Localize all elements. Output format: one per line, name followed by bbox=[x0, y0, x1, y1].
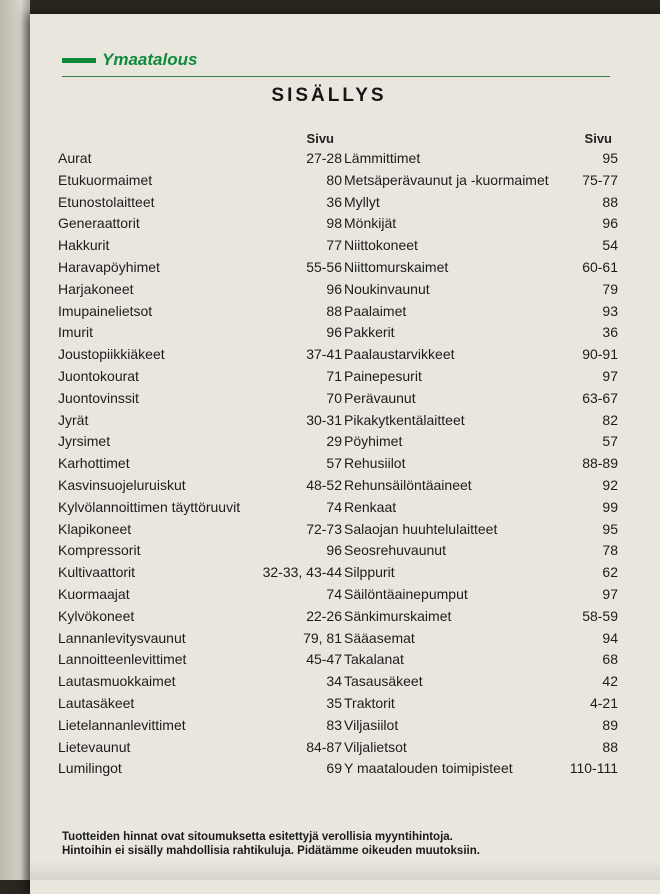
toc-entry-title: Niittokoneet bbox=[344, 237, 418, 254]
toc-entry bbox=[344, 410, 622, 432]
toc-entry-pages: 74 bbox=[326, 498, 342, 515]
toc-entry-title: Metsäperävaunut ja -kuormaimet bbox=[344, 171, 549, 188]
toc-entry-pages: 48-52 bbox=[306, 476, 342, 493]
toc-entry bbox=[58, 366, 344, 388]
toc-entry-pages: 63-67 bbox=[582, 389, 618, 406]
toc-entry-pages: 95 bbox=[602, 520, 618, 537]
price-footnote bbox=[62, 830, 622, 858]
page-column-heading: Sivu bbox=[306, 131, 334, 146]
toc-entry-title: Lannoitteenlevittimet bbox=[58, 651, 187, 668]
page-header bbox=[62, 50, 622, 70]
toc-entry bbox=[58, 344, 344, 366]
toc-entry bbox=[344, 519, 622, 541]
toc-entry bbox=[344, 257, 622, 279]
toc-entry-title: Niittomurskaimet bbox=[344, 258, 449, 275]
toc-entry-pages: 32-33, 43-44 bbox=[262, 564, 342, 581]
toc-entry-title: Lietevaunut bbox=[58, 738, 131, 755]
toc-right-list bbox=[344, 148, 622, 780]
toc-entry-title: Imupainelietsot bbox=[58, 302, 153, 319]
toc-entry-title: Paalaustarvikkeet bbox=[344, 346, 455, 363]
toc-entry-title: Klapikoneet bbox=[58, 520, 132, 537]
toc-entry bbox=[344, 649, 622, 671]
toc-entry-pages: 96 bbox=[326, 542, 342, 559]
toc-entry bbox=[344, 279, 622, 301]
toc-entry-title: Lautasäkeet bbox=[58, 694, 135, 711]
toc-entry-title: Juontokourat bbox=[58, 367, 139, 384]
toc-entry-title: Y maatalouden toimipisteet bbox=[344, 760, 513, 777]
toc-entry bbox=[58, 562, 344, 584]
toc-entry-title: Viljasiilot bbox=[344, 716, 399, 733]
footnote-line: Hintoihin ei sisälly mahdollisia rahtikuluja. Pidätämme oikeuden muutoksiin. bbox=[62, 845, 480, 857]
toc-entry-pages: 77 bbox=[326, 237, 342, 254]
toc-entry-pages: 95 bbox=[602, 150, 618, 166]
toc-entry-title: Generaattorit bbox=[58, 215, 140, 232]
toc-entry-pages: 57 bbox=[602, 433, 618, 450]
toc-entry bbox=[58, 671, 344, 693]
toc-entry-pages: 36 bbox=[602, 324, 618, 341]
toc-entry-title: Kasvinsuojeluruiskut bbox=[58, 476, 186, 493]
toc-entry-title: Rehusiilot bbox=[344, 455, 406, 472]
toc-entry-title: Renkaat bbox=[344, 498, 397, 515]
toc-entry-title: Aurat bbox=[58, 150, 92, 166]
toc-entry-pages: 79 bbox=[602, 280, 618, 297]
toc-entry bbox=[344, 431, 622, 453]
toc-entry-title: Kylvökoneet bbox=[58, 607, 135, 624]
toc-entry bbox=[344, 170, 622, 192]
toc-entry-title: Noukinvaunut bbox=[344, 280, 430, 297]
toc-entry-title: Traktorit bbox=[344, 694, 395, 711]
brand-bar-icon bbox=[62, 58, 96, 63]
header-divider bbox=[62, 76, 610, 77]
toc-entry bbox=[344, 148, 622, 170]
toc-entry-pages: 89 bbox=[602, 716, 618, 733]
toc-entry-title: Seosrehuvaunut bbox=[344, 542, 446, 559]
toc-entry-title: Salaojan huuhtelulaitteet bbox=[344, 520, 498, 537]
toc-entry-title: Imurit bbox=[58, 324, 93, 341]
toc-entry-pages: 80 bbox=[326, 171, 342, 188]
toc-entry bbox=[58, 170, 344, 192]
toc-entry bbox=[344, 606, 622, 628]
toc-entry-title: Lautasmuokkaimet bbox=[58, 673, 176, 690]
toc-entry-title: Jyrät bbox=[58, 411, 89, 428]
toc-entry-title: Harjakoneet bbox=[58, 280, 134, 297]
toc-entry bbox=[58, 453, 344, 475]
toc-entry bbox=[58, 257, 344, 279]
toc-entry-pages: 68 bbox=[602, 651, 618, 668]
toc-entry bbox=[58, 148, 344, 170]
toc-entry-pages: 88-89 bbox=[582, 455, 618, 472]
toc-entry-pages: 94 bbox=[602, 629, 618, 646]
toc-entry bbox=[58, 737, 344, 759]
toc-entry bbox=[344, 475, 622, 497]
toc-entry-pages: 88 bbox=[326, 302, 342, 319]
toc-entry-pages: 58-59 bbox=[582, 607, 618, 624]
toc-entry-pages: 45-47 bbox=[306, 651, 342, 668]
toc-entry-title: Lumilingot bbox=[58, 760, 122, 777]
toc-entry-pages: 36 bbox=[326, 193, 342, 210]
toc-entry-pages: 96 bbox=[602, 215, 618, 232]
toc-entry-pages: 92 bbox=[602, 476, 618, 493]
toc-entry-title: Takalanat bbox=[344, 651, 404, 668]
toc-entry bbox=[344, 301, 622, 323]
toc-entry bbox=[344, 715, 622, 737]
toc-entry bbox=[58, 192, 344, 214]
toc-entry-title: Kylvölannoittimen täyttöruuvit bbox=[58, 498, 241, 515]
toc-entry-title: Silppurit bbox=[344, 564, 395, 581]
toc-entry bbox=[344, 737, 622, 759]
toc-entry bbox=[344, 322, 622, 344]
toc-entry bbox=[58, 540, 344, 562]
toc-entry-title: Pakkerit bbox=[344, 324, 395, 341]
toc-entry-pages: 110-111 bbox=[569, 760, 618, 777]
toc-entry bbox=[58, 388, 344, 410]
toc-entry bbox=[344, 584, 622, 606]
toc-entry bbox=[344, 540, 622, 562]
brand-name: Ymaatalous bbox=[102, 50, 198, 69]
toc-entry-title: Hakkurit bbox=[58, 237, 110, 254]
toc-entry-pages: 55-56 bbox=[306, 258, 342, 275]
toc-entry bbox=[58, 301, 344, 323]
toc-entry-title: Haravapöyhimet bbox=[58, 258, 160, 275]
toc-entry-pages: 62 bbox=[602, 564, 618, 581]
toc-entry bbox=[58, 279, 344, 301]
toc-entry bbox=[58, 431, 344, 453]
toc-entry-pages: 71 bbox=[326, 367, 342, 384]
toc-entry-title: Etukuormaimet bbox=[58, 171, 153, 188]
toc-entry bbox=[344, 562, 622, 584]
toc-entry-title: Etunostolaitteet bbox=[58, 193, 155, 210]
toc-entry bbox=[58, 584, 344, 606]
toc-entry-title: Kuormaajat bbox=[58, 585, 130, 602]
toc-entry bbox=[344, 758, 622, 780]
toc-entry-pages: 22-26 bbox=[306, 607, 342, 624]
toc-entry-pages: 99 bbox=[602, 498, 618, 515]
footnote-line: Tuotteiden hinnat ovat sitoumuksetta esitettyjä verollisia myyntihintoja. bbox=[62, 831, 453, 843]
toc-entry bbox=[58, 213, 344, 235]
toc-entry-pages: 79, 81 bbox=[303, 629, 342, 646]
toc-entry-pages: 34 bbox=[326, 673, 342, 690]
toc-entry-pages: 4-21 bbox=[589, 694, 618, 711]
toc-entry-title: Myllyt bbox=[344, 193, 380, 210]
toc-entry-pages: 88 bbox=[602, 193, 618, 210]
toc-entry-title: Perävaunut bbox=[344, 389, 416, 406]
toc-entry bbox=[344, 213, 622, 235]
toc-entry-title: Kompressorit bbox=[58, 542, 141, 559]
toc-entry-title: Lannanlevitysvaunut bbox=[58, 629, 186, 646]
toc-entry-pages: 57 bbox=[326, 455, 342, 472]
toc-entry-title: Sääasemat bbox=[344, 629, 415, 646]
toc-entry-title: Sänkimurskaimet bbox=[344, 607, 452, 624]
toc-entry-pages: 83 bbox=[326, 716, 342, 733]
toc-entry-pages: 97 bbox=[602, 585, 618, 602]
toc-entry-title: Kultivaattorit bbox=[58, 564, 136, 581]
toc-entry-pages: 78 bbox=[602, 542, 618, 559]
page-column-heading: Sivu bbox=[584, 131, 612, 146]
toc-entry-title: Rehunsäilöntäaineet bbox=[344, 476, 472, 493]
toc-entry bbox=[58, 693, 344, 715]
toc-entry-title: Viljalietsot bbox=[344, 738, 407, 755]
toc-entry-title: Tasausäkeet bbox=[344, 673, 423, 690]
toc-entry-pages: 35 bbox=[326, 694, 342, 711]
toc-entry-title: Paalaimet bbox=[344, 302, 407, 319]
toc-entry-pages: 90-91 bbox=[582, 346, 618, 363]
toc-entry-pages: 88 bbox=[602, 738, 618, 755]
toc-entry bbox=[58, 235, 344, 257]
toc-entry-pages: 74 bbox=[326, 585, 342, 602]
toc-entry bbox=[344, 235, 622, 257]
toc-entry-pages: 42 bbox=[602, 673, 618, 690]
toc-entry bbox=[344, 628, 622, 650]
toc-entry bbox=[58, 758, 344, 780]
toc-entry bbox=[58, 497, 344, 519]
toc-entry bbox=[344, 388, 622, 410]
toc-entry bbox=[344, 671, 622, 693]
page-title: SISÄLLYS bbox=[271, 85, 387, 106]
toc-entry-pages: 70 bbox=[326, 389, 342, 406]
toc-entry-title: Juontovinssit bbox=[58, 389, 139, 406]
toc-entry bbox=[344, 693, 622, 715]
toc-entry-title: Joustopiikkiäkeet bbox=[58, 346, 165, 363]
toc-entry-title: Painepesurit bbox=[344, 367, 422, 384]
toc-entry-title: Pöyhimet bbox=[344, 433, 403, 450]
toc-entry bbox=[58, 410, 344, 432]
toc-entry bbox=[58, 649, 344, 671]
toc-entry-title: Säilöntäainepumput bbox=[344, 585, 468, 602]
toc-entry-pages: 60-61 bbox=[582, 258, 618, 275]
toc-entry bbox=[344, 366, 622, 388]
toc-entry-pages: 82 bbox=[602, 411, 618, 428]
page-shadow bbox=[30, 860, 660, 880]
toc-entry bbox=[58, 715, 344, 737]
toc-entry bbox=[344, 344, 622, 366]
toc-entry-pages: 96 bbox=[326, 324, 342, 341]
toc-entry-pages: 98 bbox=[326, 215, 342, 232]
toc-entry-pages: 30-31 bbox=[306, 411, 342, 428]
toc-entry-title: Jyrsimet bbox=[58, 433, 111, 450]
toc-right-column bbox=[344, 130, 622, 780]
toc-entry-pages: 54 bbox=[602, 237, 618, 254]
toc-entry-title: Karhottimet bbox=[58, 455, 130, 472]
toc-entry bbox=[58, 628, 344, 650]
toc-entry-title: Lietelannanlevittimet bbox=[58, 716, 186, 733]
toc-left-list bbox=[58, 148, 344, 780]
toc-left-column bbox=[58, 130, 344, 780]
toc-entry-pages: 84-87 bbox=[306, 738, 342, 755]
toc-entry bbox=[344, 453, 622, 475]
toc-entry bbox=[344, 192, 622, 214]
toc-entry-pages: 96 bbox=[326, 280, 342, 297]
toc-entry-pages: 97 bbox=[602, 367, 618, 384]
toc-entry-pages: 29 bbox=[326, 433, 342, 450]
toc-entry-pages: 37-41 bbox=[306, 346, 342, 363]
toc-entry-title: Mönkijät bbox=[344, 215, 397, 232]
toc-entry-title: Lämmittimet bbox=[344, 150, 421, 166]
toc-entry bbox=[58, 606, 344, 628]
book-left-page-edge bbox=[0, 0, 30, 880]
toc-entry-pages: 72-73 bbox=[306, 520, 342, 537]
brand-logo bbox=[62, 50, 622, 70]
toc-entry-pages: 27-28 bbox=[306, 150, 342, 166]
toc-entry bbox=[58, 322, 344, 344]
toc-entry bbox=[58, 519, 344, 541]
toc-entry-pages: 93 bbox=[602, 302, 618, 319]
toc-entry-pages: 75-77 bbox=[582, 171, 618, 188]
toc-entry-pages: 69 bbox=[326, 760, 342, 777]
toc-entry-title: Pikakytkentälaitteet bbox=[344, 411, 465, 428]
toc-entry bbox=[58, 475, 344, 497]
toc-entry bbox=[344, 497, 622, 519]
